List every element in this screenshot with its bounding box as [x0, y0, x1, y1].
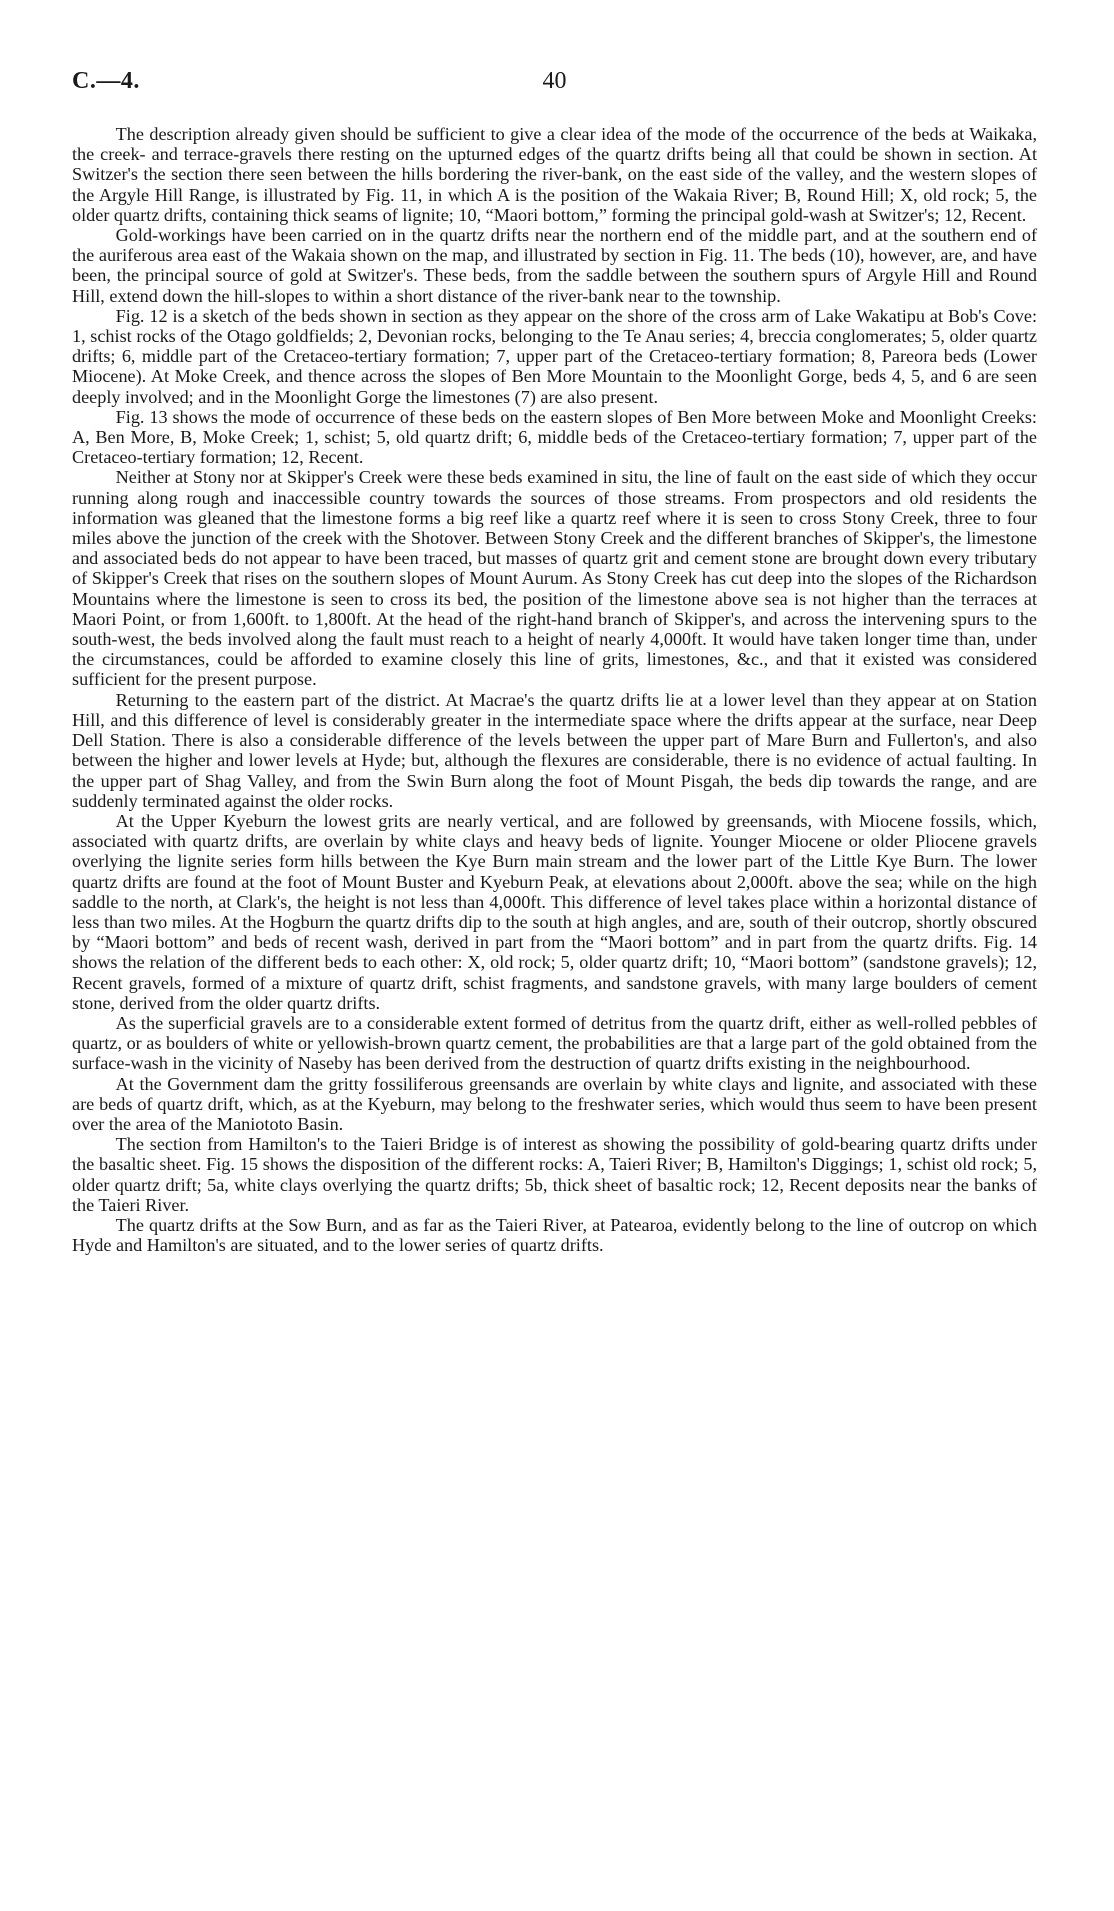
paragraph: Fig. 13 shows the mode of occurrence of these beds on the eastern slopes of Ben More between Moke and Moonlight Creeks: A, Ben More, B, Moke Creek; 1, schist; 5, old quartz drift; 6, middle beds of the Cretaceo-tertiary formation; 7, upper part of the Cretaceo-tertiary formation; 12, Recent.	[72, 406, 1037, 468]
paragraph: Gold-workings have been carried on in the quartz drifts near the northern end of the middle part, and at the southern end of the auriferous area east of the Wakaia shown on the map, and illustrated by section in Fig. 11. The beds (10), however, are, and have been, the principal source of gold at Switzer's. These beds, from the saddle between the southern spurs of Argyle Hill and Round Hill, extend down the hill-slopes to within a short distance of the river-bank near to the township.	[72, 225, 1037, 306]
page-number: 40	[542, 68, 567, 94]
paragraph: Returning to the eastern part of the district. At Macrae's the quartz drifts lie at a lower level than they appear at on Station Hill, and this difference of level is considerably greater in the intermediate space where the drifts appear at the surface, near Deep Dell Station. There is also a considerable difference of the levels between the upper part of Mare Burn and Fullerton's, and also between the higher and lower levels at Hyde; but, although the flexures are considerable, there is no evidence of actual faulting. In the upper part of Shag Valley, and from the Swin Burn along the foot of Mount Pisgah, the beds dip towards the range, and are suddenly terminated against the older rocks.	[72, 689, 1037, 811]
paragraph: As the superficial gravels are to a considerable extent formed of detritus from the quartz drift, either as well-rolled pebbles of quartz, or as boulders of white or yellowish-brown quartz cement, the probabilities are that a large part of the gold obtained from the surface-wash in the vicinity of Naseby has been derived from the destruction of quartz drifts existing in the neighbourhood.	[72, 1012, 1037, 1074]
paragraph: The description already given should be sufficient to give a clear idea of the mode of the occurrence of the beds at Waikaka, the creek- and terrace-gravels there resting on the upturned edges of the quartz drifts being all that could be shown in section. At Switzer's the section there seen between the hills bordering the river-bank, on the east side of the valley, and the western slopes of the Argyle Hill Range, is illustrated by Fig. 11, in which A is the position of the Wakaia River; B, Round Hill; X, old rock; 5, the older quartz drifts, containing thick seams of lignite; 10, “Maori bottom,” forming the principal gold-wash at Switzer's; 12, Recent.	[72, 124, 1037, 225]
paragraph: Fig. 12 is a sketch of the beds shown in section as they appear on the shore of the cross arm of Lake Wakatipu at Bob's Cove: 1, schist rocks of the Otago goldfields; 2, Devonian rocks, belonging to the Te Anau series; 4, breccia conglomerates; 5, older quartz drifts; 6, middle part of the Cretaceo-tertiary formation; 7, upper part of the Cretaceo-tertiary formation; 8, Pareora beds (Lower Miocene). At Moke Creek, and thence across the slopes of Ben More Mountain to the Moonlight Gorge, beds 4, 5, and 6 are seen deeply involved; and in the Moonlight Gorge the limestones (7) are also present.	[72, 305, 1037, 407]
paragraph: At the Government dam the gritty fossiliferous greensands are overlain by white clays and lignite, and associated with these are beds of quartz drift, which, as at the Kyeburn, may belong to the freshwater series, which would thus seem to have been present over the area of the Maniototo Basin.	[72, 1073, 1037, 1134]
document-reference: C.—4.	[72, 68, 140, 94]
paragraph: At the Upper Kyeburn the lowest grits are nearly vertical, and are followed by greensands, with Miocene fossils, which, associated with quartz drifts, are overlain by white clays and heavy beds of lignite. Younger Miocene or older Pliocene gravels overlying the lignite series form hills between the Kye Burn main stream and the lower part of the Little Kye Burn. The lower quartz drifts are found at the foot of Mount Buster and Kyeburn Peak, at elevations about 2,000ft. above the sea; while on the high saddle to the north, at Clark's, the height is not less than 4,000ft. This difference of level takes place within a horizontal distance of less than two miles. At the Hogburn the quartz drifts dip to the south at high angles, and are, south of their outcrop, shortly obscured by “Maori bottom” and beds of recent wash, derived in part from the “Maori bottom” and in part from the quartz drifts. Fig. 14 shows the relation of the different beds to each other: X, old rock; 5, older quartz drift; 10, “Maori bottom” (sandstone gravels); 12, Recent gravels, formed of a mixture of quartz drift, schist fragments, and sandstone gravels, with many large boulders of cement stone, derived from the older quartz drifts.	[72, 810, 1037, 1013]
paragraph: The section from Hamilton's to the Taieri Bridge is of interest as showing the possibility of gold-bearing quartz drifts under the basaltic sheet. Fig. 15 shows the disposition of the different rocks: A, Taieri River; B, Hamilton's Diggings; 1, schist old rock; 5, older quartz drift; 5a, white clays overlying the quartz drifts; 5b, thick sheet of basaltic rock; 12, Recent deposits near the banks of the Taieri River.	[72, 1134, 1037, 1215]
paragraph: Neither at Stony nor at Skipper's Creek were these beds examined in situ, the line of fault on the east side of which they occur running along rough and inaccessible country towards the sources of those streams. From prospectors and old residents the information was gleaned that the limestone forms a big reef like a quartz reef where it is seen to cross Stony Creek, three to four miles above the junction of the creek with the Shotover. Between Stony Creek and the different branches of Skipper's, the limestone and associated beds do not appear to have been traced, but masses of quartz grit and cement stone are brought down every tributary of Skipper's Creek that rises on the southern slopes of Mount Aurum. As Stony Creek has cut deep into the slopes of the Richardson Mountains where the limestone is seen to cross its bed, the position of the limestone above sea is not higher than the terraces at Maori Point, or from 1,600ft. to 1,800ft. At the head of the right-hand branch of Skipper's, and across the intervening spurs to the south-west, the beds involved along the fault must reach to a height of nearly 4,000ft. It would have taken longer time than, under the circumstances, could be afforded to examine closely this line of grits, limestones, &c., and that it existed was considered sufficient for the present purpose.	[72, 467, 1037, 690]
body-text	[72, 124, 1037, 1255]
paragraph: The quartz drifts at the Sow Burn, and as far as the Taieri River, at Patearoa, evidently belong to the line of outcrop on which Hyde and Hamilton's are situated, and to the lower series of quartz drifts.	[72, 1214, 1037, 1256]
page-header	[72, 68, 1037, 104]
